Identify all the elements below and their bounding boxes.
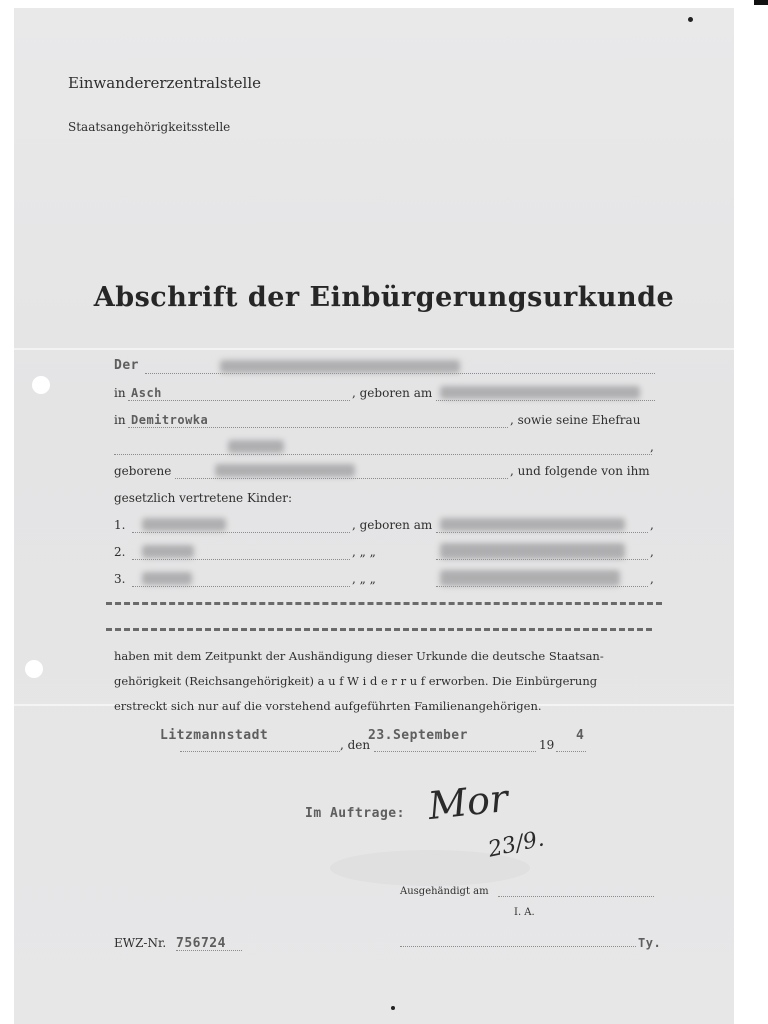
child-name-line bbox=[132, 559, 350, 560]
redacted-child-birthdate bbox=[440, 518, 625, 531]
redacted-birthdate bbox=[440, 386, 640, 399]
body-text-line: haben mit dem Zeitpunkt der Aushändigung dieser Urkunde die deutsche Staatsan- bbox=[114, 649, 604, 663]
child-line-comma: , bbox=[650, 572, 654, 586]
geborene-label: geborene bbox=[114, 464, 172, 478]
child-number: 1. bbox=[114, 518, 126, 532]
den-label: , den bbox=[340, 738, 371, 752]
birthplace-value: Asch bbox=[131, 386, 162, 400]
redacted-child-name bbox=[142, 572, 192, 585]
punch-hole-lower bbox=[25, 660, 43, 678]
child-line-comma: , bbox=[650, 545, 654, 559]
body-text-line: erstreckt sich nur auf die vorstehend aufgeführten Familienangehörigen. bbox=[114, 699, 542, 713]
child-name-line bbox=[132, 586, 350, 587]
filler-dashed-line bbox=[106, 628, 652, 631]
redacted-wife-name bbox=[228, 440, 284, 453]
residence-line bbox=[128, 427, 508, 428]
kinder-label: gesetzlich vertretene Kinder: bbox=[114, 491, 293, 505]
fold-line-upper bbox=[14, 348, 734, 350]
child-birthdate-line bbox=[436, 586, 648, 587]
child-line-comma: , bbox=[650, 518, 654, 532]
handwritten-signature: Mor bbox=[425, 775, 511, 829]
office-name: Einwandererzentralstelle bbox=[68, 74, 262, 92]
der-label: Der bbox=[114, 358, 139, 373]
child-birthdate-line bbox=[436, 532, 648, 533]
place-value: Litzmannstadt bbox=[160, 728, 269, 743]
sowie-label: , sowie seine Ehefrau bbox=[510, 413, 641, 427]
year-suffix: 4 bbox=[576, 728, 585, 743]
ewz-label: EWZ-Nr. bbox=[114, 936, 167, 950]
redacted-child-name bbox=[142, 545, 194, 558]
date-value: 23.September bbox=[368, 728, 468, 743]
child-birth-ditto: , „ „ bbox=[352, 572, 376, 586]
im-auftrage-label: Im Auftrage: bbox=[305, 806, 405, 821]
ausgehaendigt-line bbox=[498, 896, 654, 897]
child-number: 3. bbox=[114, 572, 126, 586]
redacted-child-name bbox=[142, 518, 226, 531]
ink-speck bbox=[688, 17, 693, 22]
redacted-name bbox=[220, 360, 460, 373]
child-birthdate-line bbox=[436, 559, 648, 560]
und-folgende-label: , und folgende von ihm bbox=[510, 464, 650, 478]
punch-hole-upper bbox=[32, 376, 50, 394]
typist-line bbox=[400, 946, 636, 947]
child-name-line bbox=[132, 532, 350, 533]
filler-dashed-line bbox=[106, 602, 662, 605]
child-birth-ditto: , „ „ bbox=[352, 545, 376, 559]
geboren-am-label: , geboren am bbox=[352, 386, 433, 400]
residence-value: Demitrowka bbox=[131, 413, 209, 427]
in-label: in bbox=[114, 386, 126, 400]
child-birth-label: , geboren am bbox=[352, 518, 433, 532]
birthdate-line bbox=[436, 400, 655, 401]
ink-speck bbox=[391, 1006, 395, 1010]
child-number: 2. bbox=[114, 545, 126, 559]
typist-initials: Ty. bbox=[638, 936, 662, 950]
ia-label: I. A. bbox=[514, 907, 535, 918]
office-department: Staatsangehörigkeitsstelle bbox=[68, 120, 231, 134]
ewz-number: 756724 bbox=[176, 936, 226, 951]
redacted-maiden-name bbox=[215, 464, 355, 477]
maiden-name-line bbox=[175, 478, 508, 479]
birthplace-line bbox=[128, 400, 350, 401]
place-line bbox=[180, 751, 340, 752]
handwritten-date: 23/9. bbox=[486, 826, 547, 863]
body-text-line: gehörigkeit (Reichsangehörigkeit) a u f W i d e r r u f erworben. Die Einbürgerung bbox=[114, 674, 598, 688]
year-prefix: 19 bbox=[539, 738, 555, 752]
document-title: Abschrift der Einbürgerungsurkunde bbox=[93, 282, 675, 313]
corner-mark bbox=[754, 0, 768, 5]
in-label: in bbox=[114, 413, 126, 427]
year-line bbox=[556, 751, 586, 752]
redacted-child-birthdate bbox=[440, 570, 620, 586]
wife-name-line bbox=[114, 454, 652, 455]
name-line bbox=[145, 373, 655, 374]
wife-line-comma: , bbox=[650, 440, 654, 454]
ausgehaendigt-label: Ausgehändigt am bbox=[400, 886, 489, 897]
ewz-line bbox=[176, 950, 242, 951]
redacted-child-birthdate bbox=[440, 543, 625, 559]
date-line bbox=[374, 751, 536, 752]
